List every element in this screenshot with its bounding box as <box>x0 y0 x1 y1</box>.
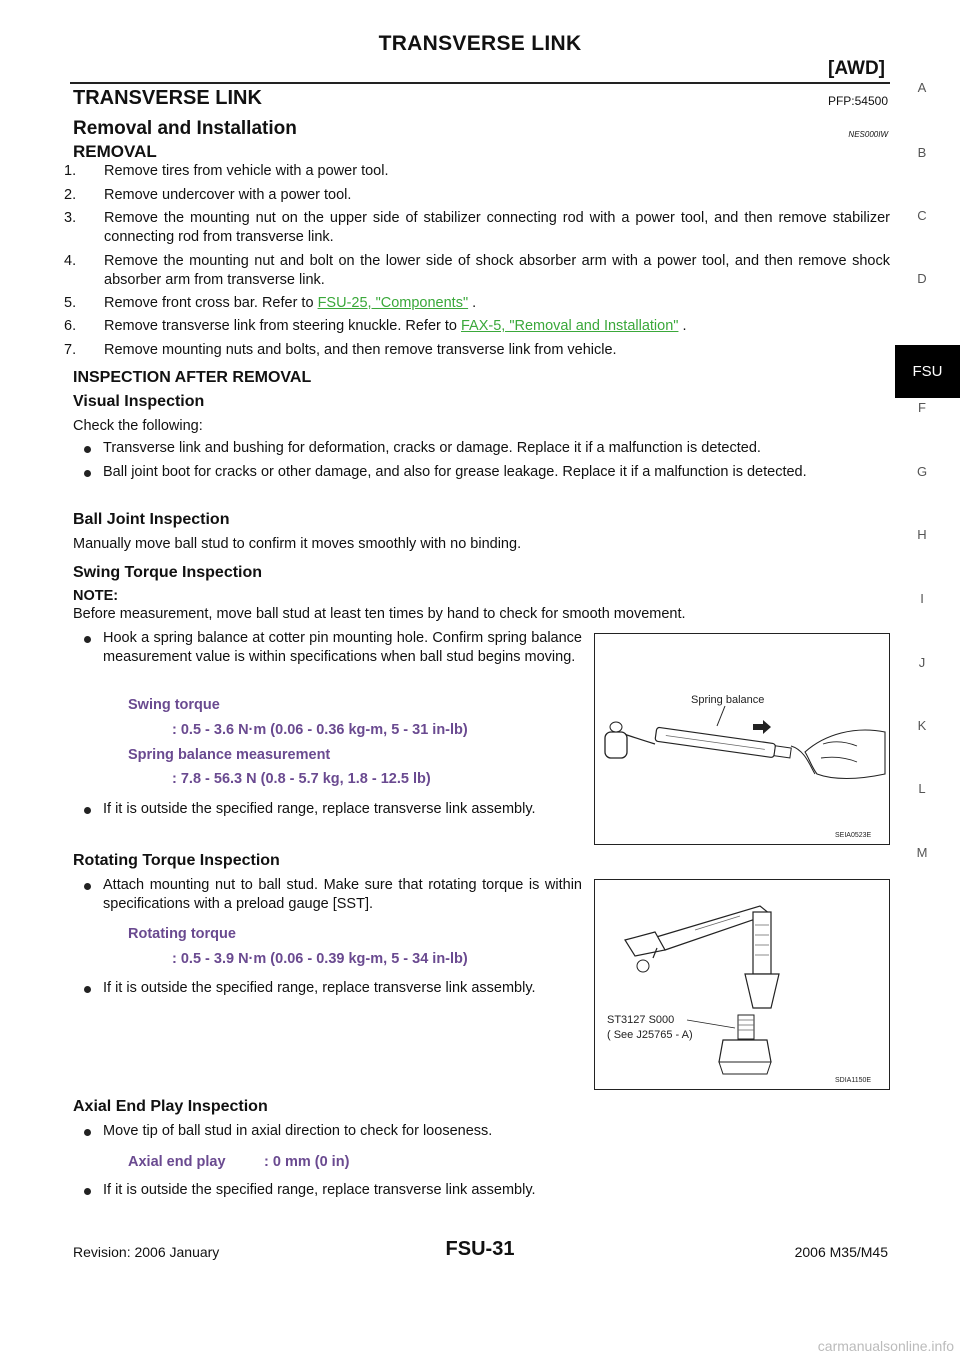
header-divider <box>70 82 890 84</box>
axial-bullet-1 <box>84 1122 890 1141</box>
axial-bullet-2 <box>84 1181 890 1200</box>
page-header-subtitle: [AWD] <box>828 58 885 79</box>
step-number: 2. <box>64 187 77 203</box>
rotating-bullet-1 <box>84 876 582 914</box>
watermark: carmanualsonline.info <box>817 1338 954 1354</box>
side-tab-f[interactable]: F <box>918 400 926 415</box>
visual-intro: Check the following: <box>73 418 203 434</box>
step-number: 7. <box>64 342 77 358</box>
bullet-text: If it is outside the specified range, replace transverse link assembly. <box>103 980 536 996</box>
swing-heading: Swing Torque Inspection <box>73 564 263 581</box>
link-fsu-25-components[interactable]: FSU-25, "Components" <box>317 295 469 311</box>
step-text: Remove tires from vehicle with a power tool. <box>104 163 389 179</box>
axial-end-play-label: Axial end play <box>128 1154 226 1170</box>
removal-step-2 <box>64 186 890 205</box>
step-text: Remove mounting nuts and bolts, and then remove transverse link from vehicle. <box>104 342 617 358</box>
spring-balance-value: : 7.8 - 56.3 N (0.8 - 5.7 kg, 1.8 - 12.5 lb) <box>172 771 431 787</box>
step-text: Remove the mounting nut and bolt on the lower side of shock absorber arm with a power tool, and then remove shock absorber arm from transverse link. <box>104 253 890 288</box>
subsection-title: Removal and Installation <box>73 118 297 139</box>
spring-balance-figure <box>594 633 890 845</box>
subsection-code: NES000IW <box>848 130 888 139</box>
bullet-text: Attach mounting nut to ball stud. Make sure that rotating torque is within specifications with a preload gauge [SST]. <box>103 877 582 912</box>
bullet-dot <box>84 807 91 814</box>
footer-revision: Revision: 2006 January <box>73 1244 220 1260</box>
side-tab-b[interactable]: B <box>917 145 927 160</box>
spring-balance-label: Spring balance measurement <box>128 747 331 763</box>
bullet-text: If it is outside the specified range, replace transverse link assembly. <box>103 801 536 817</box>
bullet-dot <box>84 1129 91 1136</box>
axial-heading: Axial End Play Inspection <box>73 1098 268 1115</box>
removal-step-1 <box>64 162 890 181</box>
bullet-text: Hook a spring balance at cotter pin mounting hole. Confirm spring balance measurement value is within specifications when ball stud begins moving. <box>103 630 582 665</box>
visual-inspection-heading: Visual Inspection <box>73 393 205 410</box>
section-code: PFP:54500 <box>827 94 888 108</box>
step-number: 3. <box>64 210 77 226</box>
side-tab-i[interactable]: I <box>920 591 924 606</box>
side-tab-k[interactable]: K <box>917 718 927 733</box>
swing-bullet-1 <box>84 629 582 667</box>
bullet-dot <box>84 1188 91 1195</box>
inspection-heading: INSPECTION AFTER REMOVAL <box>73 369 312 386</box>
preload-gauge-illustration <box>595 880 889 1089</box>
spring-balance-illustration <box>595 634 889 844</box>
step-number: 5. <box>64 295 77 311</box>
swing-torque-label: Swing torque <box>128 697 220 713</box>
bullet-dot <box>84 636 91 643</box>
page-header-title: TRANSVERSE LINK <box>378 32 582 55</box>
side-tab-a[interactable]: A <box>917 80 927 95</box>
step-text: Remove front cross bar. Refer to <box>104 295 318 311</box>
removal-step-3 <box>64 209 890 247</box>
bullet-text: If it is outside the specified range, replace transverse link assembly. <box>103 1182 536 1198</box>
ball-joint-heading: Ball Joint Inspection <box>73 511 230 528</box>
visual-bullet-2 <box>84 463 890 482</box>
side-tab-g[interactable]: G <box>916 464 928 479</box>
preload-gauge-figure <box>594 879 890 1090</box>
step-text: Remove the mounting nut on the upper side of stabilizer connecting rod with a power tool, and then remove stabilizer connecting rod from transverse link. <box>104 210 890 245</box>
bullet-dot <box>84 883 91 890</box>
bullet-text: Transverse link and bushing for deformation, cracks or damage. Replace it if a malfunction is detected. <box>103 440 761 456</box>
figure-id: SDIA1150E <box>835 1077 872 1084</box>
bullet-text: Move tip of ball stud in axial direction to check for looseness. <box>103 1123 493 1139</box>
axial-end-play-value: : 0 mm (0 in) <box>264 1154 350 1170</box>
rotating-heading: Rotating Torque Inspection <box>73 852 280 869</box>
bullet-dot <box>84 446 91 453</box>
side-tab-d[interactable]: D <box>917 271 927 286</box>
side-tab-l[interactable]: L <box>918 781 926 796</box>
footer-model: 2006 M35/M45 <box>794 1244 888 1260</box>
side-tab-h[interactable]: H <box>917 527 927 542</box>
step-number: 6. <box>64 318 77 334</box>
visual-bullet-1 <box>84 439 890 458</box>
removal-step-7 <box>64 341 890 360</box>
step-number: 4. <box>64 253 77 269</box>
side-tab-j[interactable]: J <box>918 655 926 670</box>
figure-id: SEIA0523E <box>835 832 872 839</box>
bullet-text: Ball joint boot for cracks or other damage, and also for grease leakage. Replace it if a malfunction is detected. <box>103 464 807 480</box>
note-text: Before measurement, move ball stud at least ten times by hand to check for smooth movement. <box>73 606 686 622</box>
rotating-bullet-2 <box>84 979 582 998</box>
note-label: NOTE: <box>73 588 119 604</box>
step-text-end: . <box>468 295 477 311</box>
bullet-dot <box>84 470 91 477</box>
step-number: 1. <box>64 163 77 179</box>
footer-page-number: FSU-31 <box>445 1238 515 1260</box>
step-text: Remove transverse link from steering knuckle. Refer to <box>104 318 461 334</box>
figure-label-spring-balance: Spring balance <box>691 694 765 706</box>
removal-step-6 <box>64 317 890 336</box>
side-tab-m[interactable]: M <box>916 845 928 860</box>
figure-label-sst: ST3127 S000 <box>607 1014 675 1026</box>
rotating-torque-value: : 0.5 - 3.9 N·m (0.06 - 0.39 kg-m, 5 - 34 in-lb) <box>172 951 468 967</box>
removal-heading: REMOVAL <box>73 142 157 161</box>
link-fax-5-removal[interactable]: FAX-5, "Removal and Installation" <box>461 318 679 334</box>
swing-torque-value: : 0.5 - 3.6 N·m (0.06 - 0.36 kg-m, 5 - 31 in-lb) <box>172 722 468 738</box>
step-text-end: . <box>678 318 687 334</box>
side-tab-c[interactable]: C <box>917 208 927 223</box>
figure-label-equivalent: ( See J25765 - A) <box>607 1029 693 1041</box>
side-tab-fsu-active[interactable]: FSU <box>895 345 960 398</box>
section-title: TRANSVERSE LINK <box>73 87 262 109</box>
removal-step-4 <box>64 252 890 290</box>
removal-step-5 <box>64 294 890 313</box>
ball-joint-text: Manually move ball stud to confirm it moves smoothly with no binding. <box>73 536 522 552</box>
rotating-torque-label: Rotating torque <box>128 926 236 942</box>
step-text: Remove undercover with a power tool. <box>104 187 352 203</box>
bullet-dot <box>84 986 91 993</box>
swing-bullet-2 <box>84 800 582 819</box>
